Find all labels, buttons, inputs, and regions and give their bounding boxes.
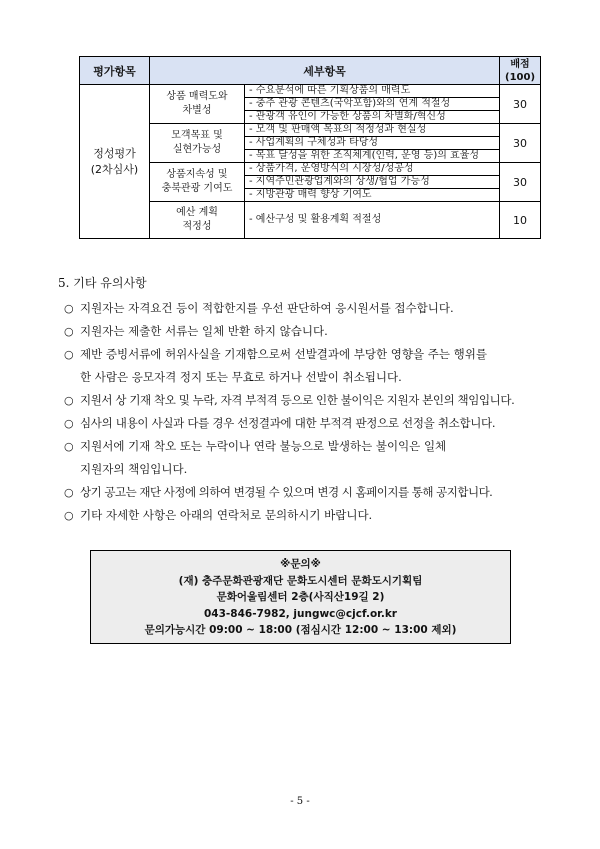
list-item xyxy=(64,481,544,504)
note-text xyxy=(80,412,544,435)
header-score xyxy=(500,57,541,85)
note-line: 기타 자세한 사항은 아래의 연락처로 문의하시기 바랍니다. xyxy=(80,508,373,522)
circle-bullet-icon: ○ xyxy=(64,325,74,338)
category-stage: (2차심사) xyxy=(90,162,139,176)
score-cell: 30 xyxy=(500,85,541,124)
circle-bullet-icon: ○ xyxy=(64,348,74,361)
detail-line: - 지역주민관광업계와의 상생/협업 가능성 xyxy=(245,176,499,189)
note-line: 제반 증빙서류에 허위사실을 기재함으로써 선발결과에 부당한 영향을 주는 행위를 xyxy=(80,347,487,361)
detail-cell xyxy=(245,85,500,124)
subcategory-line: 충북관광 기여도 xyxy=(161,183,233,194)
table-row xyxy=(80,85,541,124)
page-number: - 5 - xyxy=(290,796,310,807)
note-line: 지원서 상 기재 착오 및 누락, 자격 부적격 등으로 인한 불이익은 지원자 본인의 책임입니다. xyxy=(80,393,515,407)
contact-org: (재) 충주문화관광재단 문화도시센터 문화도시기획팀 xyxy=(178,574,423,587)
circle-bullet-icon: ○ xyxy=(64,486,74,499)
detail-line: - 사업계획의 구체성과 타당성 xyxy=(245,137,499,150)
section-title: 5. 기타 유의사항 xyxy=(58,276,147,290)
category-cell xyxy=(80,85,150,239)
note-text xyxy=(80,297,544,320)
contact-hours: 문의가능시간 09:00 ~ 18:00 (점심시간 12:00 ~ 13:00 제외) xyxy=(144,624,457,636)
detail-line: - 관광객 유인이 가능한 상품의 차별화/혁신성 xyxy=(249,111,446,122)
subcategory-line: 상품 매력도와 xyxy=(166,91,228,102)
score-cell: 30 xyxy=(500,124,541,163)
header-score-total: (100) xyxy=(505,71,536,83)
category-label: 정성평가 xyxy=(93,146,136,160)
list-item xyxy=(64,504,544,527)
contact-box xyxy=(90,550,511,644)
subcategory-line: 상품지속성 및 xyxy=(166,169,228,180)
note-line: 지원자는 제출한 서류는 일체 반환 하지 않습니다. xyxy=(80,324,328,338)
header-criteria: 평가항목 xyxy=(80,57,150,85)
detail-line: - 모객 및 판매액 목표의 적정성과 현실성 xyxy=(245,124,499,137)
note-line: 지원자는 자격요건 등이 적합한지를 우선 판단하여 응시원서를 접수합니다. xyxy=(80,301,454,315)
detail-cell xyxy=(245,124,500,163)
note-line: 상기 공고는 재단 사정에 의하여 변경될 수 있으며 변경 시 홈페이지를 통해 공지합니다. xyxy=(80,485,493,499)
note-line: 지원서에 기재 착오 또는 누락이나 연락 불능으로 발생하는 불이익은 일체 xyxy=(80,439,447,453)
subcategory-cell xyxy=(150,163,245,202)
circle-bullet-icon: ○ xyxy=(64,509,74,522)
list-item xyxy=(64,320,544,343)
notes-list xyxy=(64,297,544,527)
subcategory-line: 실현가능성 xyxy=(172,144,222,155)
list-item xyxy=(64,435,544,481)
table-header-row xyxy=(80,57,541,85)
subcategory-line: 적정성 xyxy=(182,221,212,232)
note-text xyxy=(80,504,544,527)
subcategory-line: 차별성 xyxy=(182,105,212,116)
table-row xyxy=(80,124,541,163)
detail-cell xyxy=(245,202,500,239)
list-item xyxy=(64,412,544,435)
contact-title: ※문의※ xyxy=(280,558,321,570)
subcategory-line: 예산 계획 xyxy=(176,207,218,218)
contact-address: 문화어울림센터 2층(사직산19길 2) xyxy=(216,591,385,603)
table-row xyxy=(80,202,541,239)
detail-line: - 목표 달성을 위한 조직체계(인력, 운영 등)의 효율성 xyxy=(249,150,480,161)
note-text xyxy=(80,435,544,481)
subcategory-cell xyxy=(150,85,245,124)
subcategory-cell xyxy=(150,202,245,239)
circle-bullet-icon: ○ xyxy=(64,394,74,407)
subcategory-line: 모객목표 및 xyxy=(171,130,223,141)
circle-bullet-icon: ○ xyxy=(64,417,74,430)
circle-bullet-icon: ○ xyxy=(64,440,74,453)
detail-line: - 상품가격, 운영방식의 시장성/성공성 xyxy=(245,163,499,176)
table-row xyxy=(80,163,541,202)
list-item xyxy=(64,343,544,389)
subcategory-cell xyxy=(150,124,245,163)
contact-phone-email: 043-846-7982, jungwc@cjcf.or.kr xyxy=(204,607,397,620)
header-details: 세부항목 xyxy=(150,57,500,85)
evaluation-table xyxy=(79,56,541,239)
list-item xyxy=(64,297,544,320)
note-line: 지원자의 책임입니다. xyxy=(80,462,188,476)
detail-line: - 충주 관광 콘텐츠(국악포함)와의 연계 적절성 xyxy=(245,98,499,111)
detail-line: - 수요분석에 따른 기획상품의 매력도 xyxy=(245,85,499,98)
detail-cell xyxy=(245,163,500,202)
list-item xyxy=(64,389,544,412)
header-score-label: 배점 xyxy=(510,58,530,70)
note-line: 심사의 내용이 사실과 다를 경우 선정결과에 대한 부적격 판정으로 선정을 취소합니다. xyxy=(80,416,496,430)
detail-line: - 지방관광 매력 향상 기여도 xyxy=(249,189,372,200)
note-text xyxy=(80,320,544,343)
detail-line: - 예산구성 및 활용계획 적절성 xyxy=(249,214,382,225)
note-text xyxy=(80,389,544,412)
score-cell: 10 xyxy=(500,202,541,239)
note-text xyxy=(80,481,544,504)
score-cell: 30 xyxy=(500,163,541,202)
note-line: 한 사람은 응모자격 정지 또는 무효로 하거나 선발이 취소됩니다. xyxy=(80,370,402,384)
circle-bullet-icon: ○ xyxy=(64,302,74,315)
note-text xyxy=(80,343,544,389)
